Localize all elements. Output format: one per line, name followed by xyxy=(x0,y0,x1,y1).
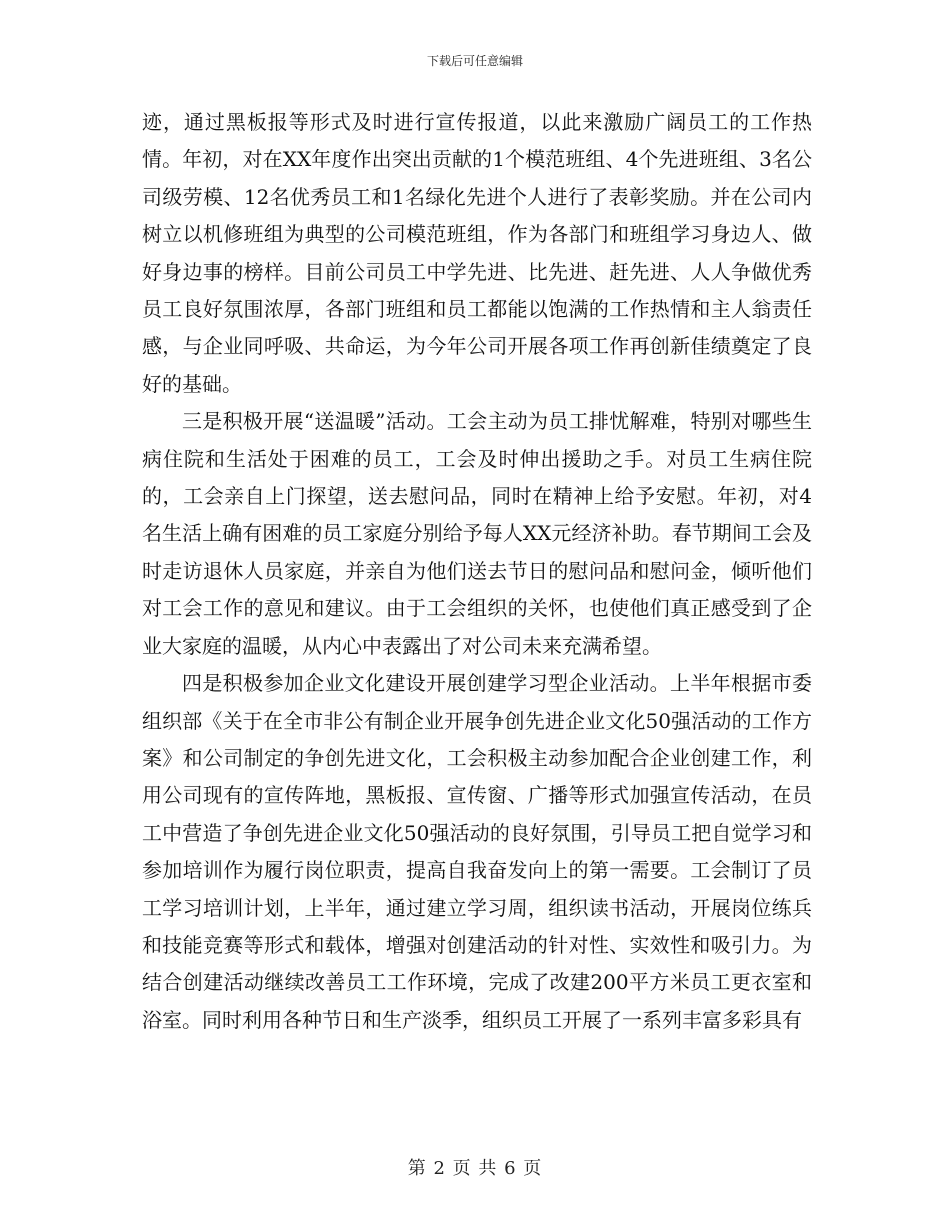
document-body xyxy=(142,104,812,1039)
page-header-note: 下载后可任意编辑 xyxy=(426,54,523,68)
paragraph-third-item: 三是积极开展“送温暖”活动。工会主动为员工排忧解难，特别对哪些生病住院和生活处于困难的员工，工会及时伸出援助之手。对员工生病住院的，工会亲自上门探望，送去慰问品，同时在精神上给予安慰。年初，对4名生活上确有困难的员工家庭分别给予每人XX元经济补助。春节期间工会及时走访退休人员家庭，并亲自为他们送去节日的慰问品和慰问金，倾听他们对工会工作的意见和建议。由于工会组织的关怀，也使他们真正感受到了企业大家庭的温暖，从内心中表露出了对公司未来充满希望。 xyxy=(142,409,812,658)
paragraph-continuation: 迹，通过黑板报等形式及时进行宣传报道，以此来激励广阔员工的工作热情。年初，对在XX年度作出突出贡献的1个模范班组、4个先进班组、3名公司级劳模、12名优秀员工和1名绿化先进个人进行了表彰奖励。并在公司内树立以机修班组为典型的公司模范班组，作为各部门和班组学习身边人、做好身边事的榜样。目前公司员工中学先进、比先进、赶先进、人人争做优秀员工良好氛围浓厚，各部门班组和员工都能以饱满的工作热情和主人翁责任感，与企业同呼吸、共命运，为今年公司开展各项工作再创新佳绩奠定了良好的基础。 xyxy=(142,110,812,396)
paragraph-fourth-item: 四是积极参加企业文化建设开展创建学习型企业活动。上半年根据市委组织部《关于在全市非公有制企业开展争创先进企业文化50强活动的工作方案》和公司制定的争创先进文化，工会积极主动参加配合企业创建工作，利用公司现有的宣传阵地，黑板报、宣传窗、广播等形式加强宣传活动，在员工中营造了争创先进企业文化50强活动的良好氛围，引导员工把自觉学习和参加培训作为履行岗位职责，提高自我奋发向上的第一需要。工会制订了员工学习培训计划，上半年，通过建立学习周，组织读书活动，开展岗位练兵和技能竞赛等形式和载体，增强对创建活动的针对性、实效性和吸引力。为结合创建活动继续改善员工工作环境，完成了改建200平方米员工更衣室和浴室。同时利用各种节日和生产淡季，组织员工开展了一系列丰富多彩具有 xyxy=(142,671,812,1032)
page-number: 第 2 页 共 6 页 xyxy=(407,1158,543,1179)
